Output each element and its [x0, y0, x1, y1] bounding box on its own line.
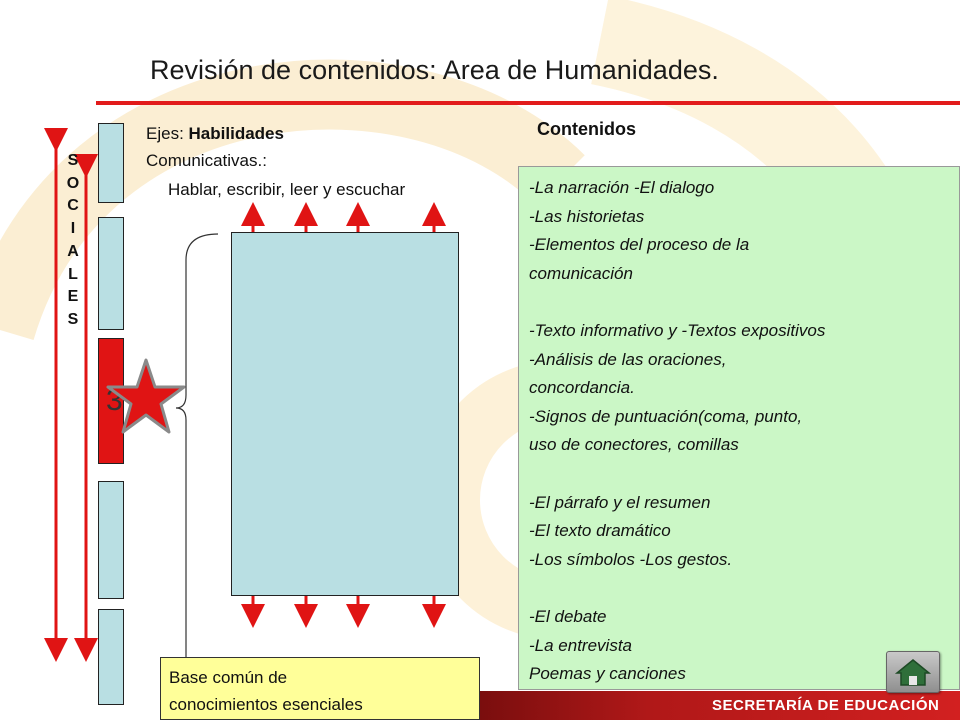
- grade-box-2[interactable]: [98, 217, 124, 330]
- content-line: uso de conectores, comillas: [529, 435, 739, 455]
- contenidos-heading: Contenidos: [537, 119, 636, 139]
- content-line: -La entrevista: [529, 635, 632, 655]
- grade-number: 3: [106, 384, 123, 417]
- letter: S: [67, 152, 79, 169]
- base-comun-box: [160, 657, 480, 720]
- content-line: comunicación: [529, 263, 633, 283]
- base-line2: conocimientos esenciales: [169, 695, 363, 714]
- content-line: -Elementos del proceso de la: [529, 235, 750, 255]
- vertical-word-sociales: [60, 150, 86, 332]
- base-line1: Base común de: [169, 668, 288, 687]
- ejes-label: Ejes:: [146, 124, 189, 143]
- content-line: -El debate: [529, 606, 607, 626]
- central-skills-box: [231, 232, 459, 596]
- letter: S: [67, 310, 79, 328]
- content-line: -Análisis de las oraciones,: [529, 349, 727, 369]
- letter: A: [67, 242, 79, 260]
- content-line: -Signos de puntuación(coma, punto,: [529, 406, 803, 426]
- page-title: Revisión de contenidos: Area de Humanidades.: [150, 55, 719, 85]
- star-icon: [106, 356, 186, 436]
- content-line: Poemas y canciones: [529, 664, 686, 684]
- letter: O: [66, 174, 80, 192]
- content-line: [529, 460, 959, 489]
- letter: I: [70, 220, 76, 238]
- content-line: -Texto informativo y -Textos expositivos: [529, 320, 826, 340]
- content-line: -La narración -El dialogo: [529, 178, 715, 197]
- content-line: concordancia.: [529, 378, 635, 398]
- grade-box-1[interactable]: [98, 123, 124, 203]
- content-line: [529, 574, 959, 603]
- ejes-line2: Comunicativas.:: [146, 151, 267, 170]
- letter: L: [68, 265, 78, 283]
- content-line: -Los símbolos -Los gestos.: [529, 549, 733, 569]
- grade-box-5[interactable]: [98, 609, 124, 705]
- home-button[interactable]: [886, 651, 940, 693]
- home-icon: [887, 652, 939, 692]
- content-line: -Las historietas: [529, 206, 645, 226]
- footer-text: SECRETARÍA DE EDUCACIÓN: [712, 697, 940, 714]
- contenidos-box: [518, 166, 960, 690]
- letter: E: [67, 288, 79, 306]
- ejes-bold: Habilidades: [188, 124, 284, 143]
- bracket-line: [176, 234, 218, 657]
- letter: C: [67, 197, 79, 215]
- content-line: -El texto dramático: [529, 521, 671, 541]
- content-line: -El párrafo y el resumen: [529, 492, 711, 512]
- grade-box-4[interactable]: [98, 481, 124, 599]
- content-line: [529, 288, 959, 317]
- ejes-line3: Hablar, escribir, leer y escuchar: [168, 180, 406, 199]
